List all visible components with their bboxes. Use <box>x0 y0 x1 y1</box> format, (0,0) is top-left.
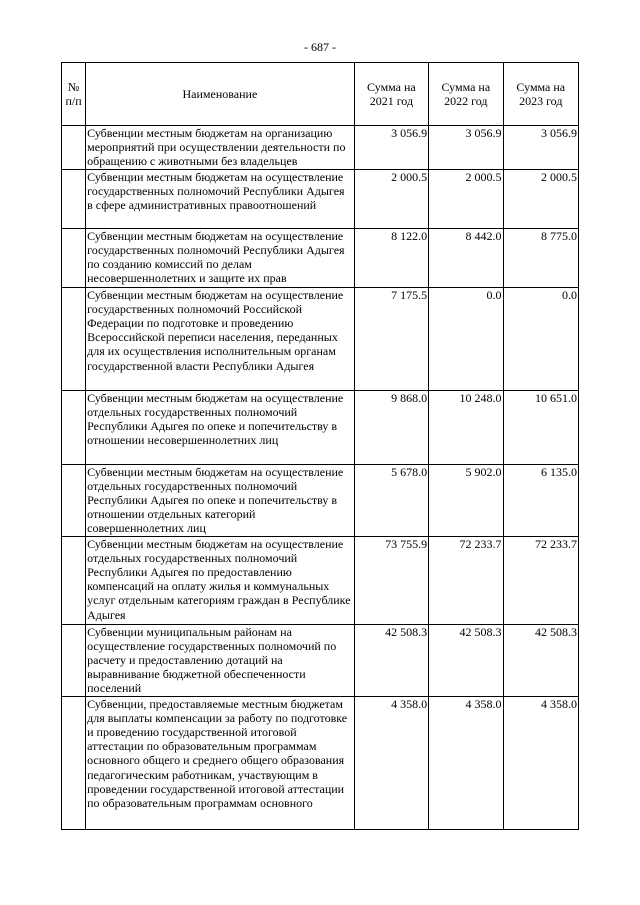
row-sum-2022: 5 902.0 <box>429 464 503 536</box>
row-sum-2021: 9 868.0 <box>354 390 428 464</box>
row-name: Субвенции местным бюджетам на осуществление государственных полномочий Российской Федерации по подготовке и проведению Всероссийской переписи населения, переданных для их осуществления исполнительным органам государственной власти Республики Адыгея <box>86 287 355 390</box>
table-row <box>62 464 579 536</box>
row-num <box>62 287 86 390</box>
row-sum-2022: 0.0 <box>429 287 503 390</box>
row-sum-2021: 42 508.3 <box>354 624 428 696</box>
row-sum-2021: 73 755.9 <box>354 536 428 624</box>
row-name: Субвенции местным бюджетам на осуществление отдельных государственных полномочий Республики Адыгея по опеке и попечительству в отношении несовершеннолетних лиц <box>86 390 355 464</box>
row-sum-2021: 2 000.5 <box>354 169 428 228</box>
row-name: Субвенции местным бюджетам на осуществление государственных полномочий Республики Адыгея в сфере административных правоотношений <box>86 169 355 228</box>
header-num: № п/п <box>62 63 86 126</box>
budget-table <box>61 62 579 830</box>
row-num <box>62 169 86 228</box>
row-sum-2023: 10 651.0 <box>503 390 578 464</box>
row-sum-2022: 42 508.3 <box>429 624 503 696</box>
row-name: Субвенции муниципальным районам на осуществление государственных полномочий по расчету и предоставлению дотаций на выравнивание бюджетной обеспеченности поселений <box>86 624 355 696</box>
row-sum-2023: 0.0 <box>503 287 578 390</box>
row-sum-2022: 10 248.0 <box>429 390 503 464</box>
row-num <box>62 696 86 829</box>
row-sum-2021: 4 358.0 <box>354 696 428 829</box>
row-name: Субвенции местным бюджетам на осуществление отдельных государственных полномочий Республики Адыгея по опеке и попечительству в отношении отдельных категорий совершеннолетних лиц <box>86 464 355 536</box>
table-row <box>62 126 579 170</box>
row-num <box>62 464 86 536</box>
row-num <box>62 390 86 464</box>
row-name: Субвенции местным бюджетам на осуществление отдельных государственных полномочий Республики Адыгея по предоставлению компенсаций на оплату жилья и коммунальных услуг отдельным категориям граждан в Республике Адыгея <box>86 536 355 624</box>
row-sum-2023: 4 358.0 <box>503 696 578 829</box>
header-sum-2023: Сумма на 2023 год <box>503 63 578 126</box>
row-name: Субвенции, предоставляемые местным бюджетам для выплаты компенсации за работу по подготовке и проведению государственной итоговой аттестации по образовательным программам основного общего и среднего общего образования педагогическим работникам, участвующим в проведении государственной итоговой аттестации по образовательным программам основного <box>86 696 355 829</box>
row-name: Субвенции местным бюджетам на организацию мероприятий при осуществлении деятельности по обращению с животными без владельцев <box>86 126 355 170</box>
table-row <box>62 696 579 829</box>
row-num <box>62 536 86 624</box>
row-num <box>62 228 86 287</box>
table-row <box>62 169 579 228</box>
table-header-row <box>62 63 579 126</box>
table-row <box>62 536 579 624</box>
page-number: - 687 - <box>304 40 336 54</box>
row-sum-2021: 3 056.9 <box>354 126 428 170</box>
row-sum-2022: 4 358.0 <box>429 696 503 829</box>
table-row <box>62 390 579 464</box>
row-sum-2022: 3 056.9 <box>429 126 503 170</box>
row-sum-2022: 8 442.0 <box>429 228 503 287</box>
header-name: Наименование <box>86 63 355 126</box>
row-name: Субвенции местным бюджетам на осуществление государственных полномочий Республики Адыгея по созданию комиссий по делам несовершеннолетних и защите их прав <box>86 228 355 287</box>
header-sum-2022: Сумма на 2022 год <box>429 63 503 126</box>
row-sum-2022: 2 000.5 <box>429 169 503 228</box>
row-sum-2021: 7 175.5 <box>354 287 428 390</box>
row-num <box>62 126 86 170</box>
row-sum-2023: 72 233.7 <box>503 536 578 624</box>
row-sum-2023: 8 775.0 <box>503 228 578 287</box>
row-sum-2022: 72 233.7 <box>429 536 503 624</box>
row-sum-2023: 3 056.9 <box>503 126 578 170</box>
header-sum-2021: Сумма на 2021 год <box>354 63 428 126</box>
row-sum-2021: 5 678.0 <box>354 464 428 536</box>
table-row <box>62 228 579 287</box>
table-row <box>62 624 579 696</box>
row-sum-2021: 8 122.0 <box>354 228 428 287</box>
row-num <box>62 624 86 696</box>
table-row <box>62 287 579 390</box>
row-sum-2023: 2 000.5 <box>503 169 578 228</box>
row-sum-2023: 6 135.0 <box>503 464 578 536</box>
row-sum-2023: 42 508.3 <box>503 624 578 696</box>
